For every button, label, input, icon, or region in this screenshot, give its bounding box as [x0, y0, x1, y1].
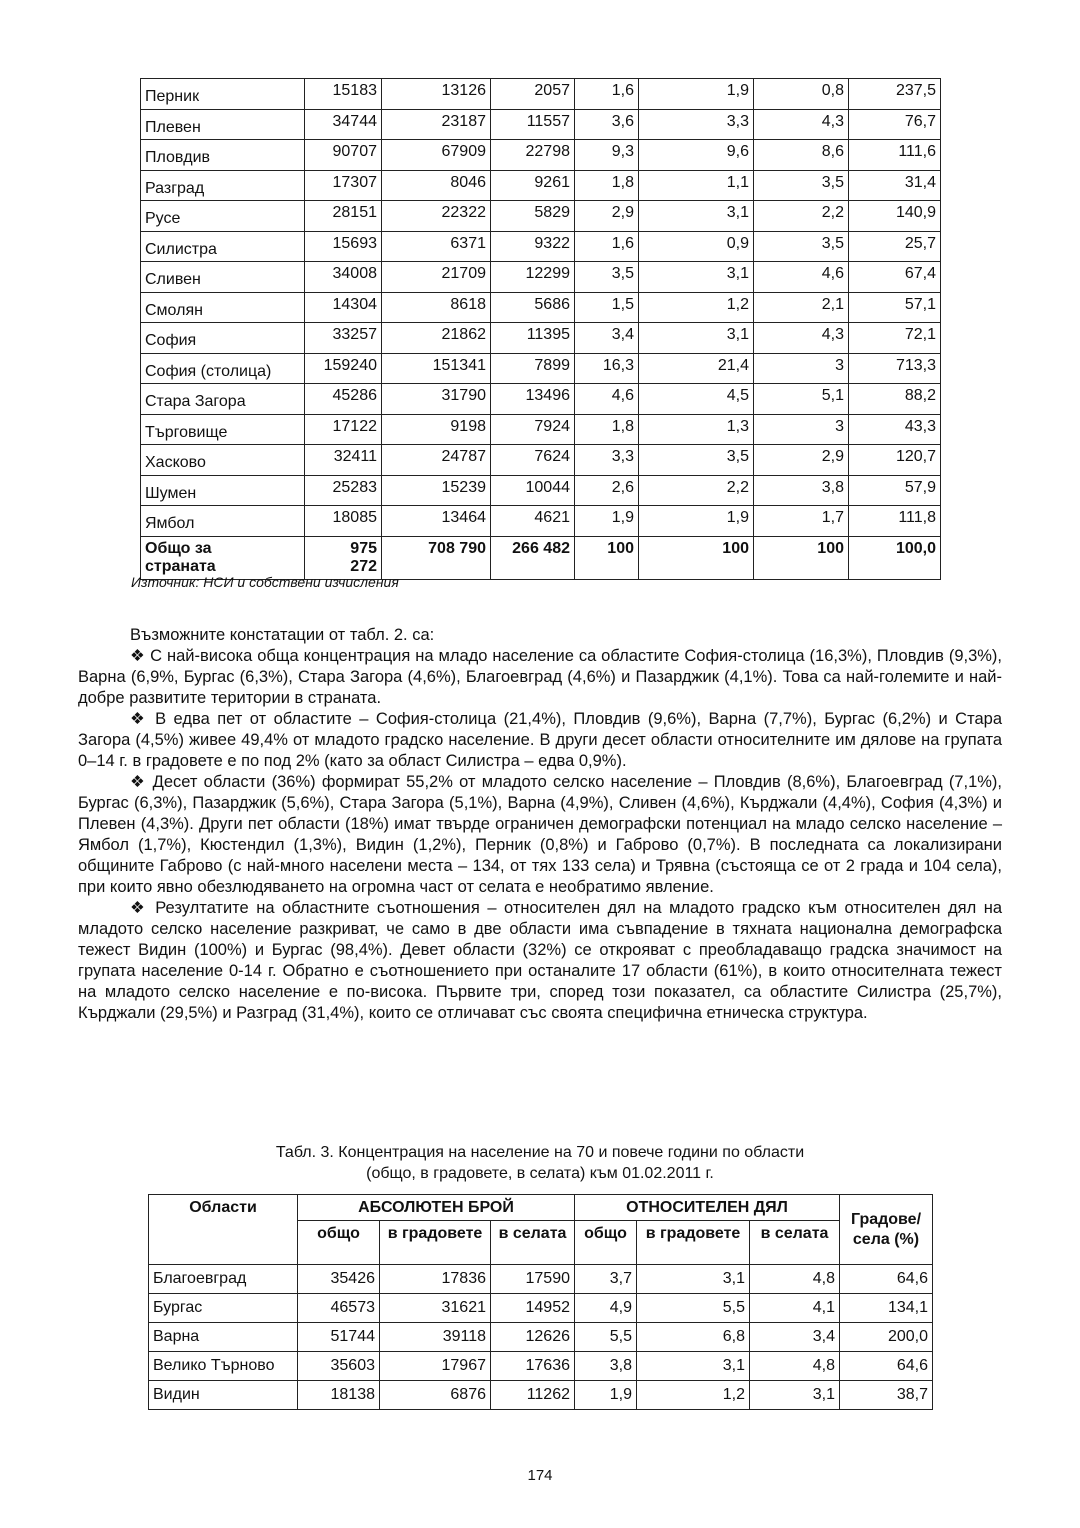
urban-cell: 31790 — [382, 384, 491, 415]
rel-rural-cell: 3,1 — [750, 1381, 840, 1410]
ratio-cell: 43,3 — [849, 414, 941, 445]
table-row — [141, 445, 941, 476]
rural-cell: 14952 — [491, 1294, 575, 1323]
rel-urban-cell: 1,9 — [639, 79, 754, 110]
rel-urban-cell: 9,6 — [639, 140, 754, 171]
rel-total-cell: 3,7 — [575, 1265, 637, 1294]
rel-rural-cell: 3,5 — [754, 170, 849, 201]
urban-cell: 15239 — [382, 475, 491, 506]
total-cell: 32411 — [305, 445, 382, 476]
rel-rural-cell: 100 — [754, 536, 849, 579]
region-cell: Русе — [141, 201, 305, 232]
total-cell: 159240 — [305, 353, 382, 384]
urban-cell: 39118 — [380, 1323, 491, 1352]
rural-cell: 22798 — [491, 140, 575, 171]
rel-urban-cell: 1,1 — [639, 170, 754, 201]
rel-total-cell: 1,6 — [575, 79, 639, 110]
total-cell: 15693 — [305, 231, 382, 262]
header-absolute: АБСОЛЮТЕН БРОЙ — [298, 1195, 575, 1221]
table-row — [141, 414, 941, 445]
rel-urban-cell: 3,1 — [639, 201, 754, 232]
rel-total-cell: 1,8 — [575, 170, 639, 201]
total-cell: 18085 — [305, 506, 382, 537]
rel-total-cell: 9,3 — [575, 140, 639, 171]
ratio-cell: 38,7 — [840, 1381, 933, 1410]
rel-rural-cell: 3,4 — [750, 1323, 840, 1352]
region-cell: Ямбол — [141, 506, 305, 537]
rural-cell: 13496 — [491, 384, 575, 415]
urban-cell: 31621 — [380, 1294, 491, 1323]
rural-cell: 10044 — [491, 475, 575, 506]
rural-cell: 12299 — [491, 262, 575, 293]
ratio-cell: 76,7 — [849, 109, 941, 140]
urban-cell: 13126 — [382, 79, 491, 110]
total-cell: 17307 — [305, 170, 382, 201]
rel-total-cell: 1,9 — [575, 506, 639, 537]
rel-urban-cell: 2,2 — [639, 475, 754, 506]
rel-total-cell: 100 — [575, 536, 639, 579]
header-region: Области — [149, 1195, 298, 1265]
rel-total-cell: 2,9 — [575, 201, 639, 232]
rel-rural-cell: 3,5 — [754, 231, 849, 262]
urban-cell: 151341 — [382, 353, 491, 384]
region-cell: София (столица) — [141, 353, 305, 384]
rel-rural-cell: 8,6 — [754, 140, 849, 171]
total-cell: 35603 — [298, 1352, 380, 1381]
rel-rural-cell: 2,1 — [754, 292, 849, 323]
region-cell: Силистра — [141, 231, 305, 262]
urban-cell: 17967 — [380, 1352, 491, 1381]
ratio-cell: 67,4 — [849, 262, 941, 293]
table-source-note: Източник: НСИ и собствени изчисления — [131, 574, 399, 590]
diamond-bullet-icon: ❖ — [130, 710, 148, 728]
ratio-cell: 100,0 — [849, 536, 941, 579]
table-row — [141, 79, 941, 110]
rel-urban-cell: 1,2 — [637, 1381, 750, 1410]
ratio-cell: 57,9 — [849, 475, 941, 506]
urban-cell: 22322 — [382, 201, 491, 232]
rel-urban-cell: 1,3 — [639, 414, 754, 445]
ratio-cell: 88,2 — [849, 384, 941, 415]
urban-cell: 6371 — [382, 231, 491, 262]
bullet-paragraph: ❖ С най-висока обща концентрация на младо население са областите София-столица (16,3%), Пловдив (9,3%), Варна (6,9%, Бургас (6,3%), Стара Загора (4,6%), Благоевград (4,6%) и Пазарджик (4,1%). Това са най-големите и най-добре развитите територии в страната. — [78, 647, 1003, 707]
diamond-bullet-icon: ❖ — [130, 899, 148, 917]
header-rel-total: общо — [575, 1221, 637, 1265]
rural-cell: 9261 — [491, 170, 575, 201]
ratio-cell: 64,6 — [840, 1265, 933, 1294]
ratio-cell: 25,7 — [849, 231, 941, 262]
diamond-bullet-icon: ❖ — [130, 647, 146, 665]
rel-rural-cell: 3 — [754, 353, 849, 384]
rel-rural-cell: 4,8 — [750, 1265, 840, 1294]
total-cell: 14304 — [305, 292, 382, 323]
total-cell: 28151 — [305, 201, 382, 232]
ratio-cell: 64,6 — [840, 1352, 933, 1381]
urban-cell: 708 790 — [382, 536, 491, 579]
ratio-cell: 111,6 — [849, 140, 941, 171]
table-2-continued — [140, 78, 941, 580]
rel-total-cell: 1,9 — [575, 1381, 637, 1410]
region-cell: Смолян — [141, 292, 305, 323]
header-relative: ОТНОСИТЕЛЕН ДЯЛ — [575, 1195, 840, 1221]
ratio-cell: 57,1 — [849, 292, 941, 323]
region-cell: Видин — [149, 1381, 298, 1410]
header-rel-urban: в градовете — [637, 1221, 750, 1265]
table-row — [141, 140, 941, 171]
rel-urban-cell: 3,1 — [639, 323, 754, 354]
total-cell: 34008 — [305, 262, 382, 293]
rel-total-cell: 16,3 — [575, 353, 639, 384]
urban-cell: 8046 — [382, 170, 491, 201]
header-abs-rural: в селата — [491, 1221, 575, 1265]
total-cell: 33257 — [305, 323, 382, 354]
table-row — [149, 1294, 933, 1323]
rural-cell: 17636 — [491, 1352, 575, 1381]
rel-rural-cell: 4,3 — [754, 109, 849, 140]
rural-cell: 11395 — [491, 323, 575, 354]
page-number: 174 — [527, 1467, 553, 1484]
rel-urban-cell: 3,1 — [637, 1265, 750, 1294]
ratio-cell: 111,8 — [849, 506, 941, 537]
rel-urban-cell: 1,2 — [639, 292, 754, 323]
rel-rural-cell: 4,1 — [750, 1294, 840, 1323]
table-row — [141, 292, 941, 323]
total-cell: 51744 — [298, 1323, 380, 1352]
rel-total-cell: 5,5 — [575, 1323, 637, 1352]
rural-cell: 7924 — [491, 414, 575, 445]
rel-total-cell: 1,6 — [575, 231, 639, 262]
rel-total-cell: 3,4 — [575, 323, 639, 354]
rel-rural-cell: 4,6 — [754, 262, 849, 293]
table-header-row — [149, 1195, 933, 1221]
urban-cell: 6876 — [380, 1381, 491, 1410]
rural-cell: 11262 — [491, 1381, 575, 1410]
rel-urban-cell: 100 — [639, 536, 754, 579]
header-rel-rural: в селата — [750, 1221, 840, 1265]
rel-urban-cell: 6,8 — [637, 1323, 750, 1352]
intro-paragraph: Възможните констатации от табл. 2. са: — [130, 626, 435, 644]
rel-total-cell: 1,8 — [575, 414, 639, 445]
table-row — [141, 170, 941, 201]
region-cell: Благоевград — [149, 1265, 298, 1294]
urban-cell: 13464 — [382, 506, 491, 537]
rel-urban-cell: 3,5 — [639, 445, 754, 476]
table-row — [141, 506, 941, 537]
body-text — [78, 625, 1002, 1024]
bullet-paragraph: ❖ В едва пет от областите – София-столица (21,4%), Пловдив (9,6%), Варна (7,7%), Бургас (6,2%) и Стара Загора (4,5%) живее 49,4% от младото градско население. В други десет области относителните им дялове на групата 0–14 г. в градовете е по под 2% (като за област Силистра – едва 0,9%). — [78, 710, 1002, 770]
ratio-cell: 120,7 — [849, 445, 941, 476]
rel-total-cell: 1,5 — [575, 292, 639, 323]
rural-cell: 12626 — [491, 1323, 575, 1352]
total-cell: 25283 — [305, 475, 382, 506]
region-cell: Разград — [141, 170, 305, 201]
header-abs-total: общо — [298, 1221, 380, 1265]
rel-total-cell: 3,8 — [575, 1352, 637, 1381]
total-cell: 18138 — [298, 1381, 380, 1410]
table-row — [149, 1323, 933, 1352]
rel-rural-cell: 5,1 — [754, 384, 849, 415]
table-row — [141, 475, 941, 506]
total-cell: 46573 — [298, 1294, 380, 1323]
rel-urban-cell: 3,3 — [639, 109, 754, 140]
rural-cell: 7899 — [491, 353, 575, 384]
table-row — [149, 1265, 933, 1294]
rel-total-cell: 3,5 — [575, 262, 639, 293]
urban-cell: 67909 — [382, 140, 491, 171]
rel-urban-cell: 1,9 — [639, 506, 754, 537]
rural-cell: 4621 — [491, 506, 575, 537]
rural-cell: 5829 — [491, 201, 575, 232]
rural-cell: 11557 — [491, 109, 575, 140]
region-cell: Велико Търново — [149, 1352, 298, 1381]
region-cell: Плевен — [141, 109, 305, 140]
ratio-cell: 72,1 — [849, 323, 941, 354]
ratio-cell: 134,1 — [840, 1294, 933, 1323]
rural-cell: 266 482 — [491, 536, 575, 579]
table-row — [141, 231, 941, 262]
rel-rural-cell: 2,9 — [754, 445, 849, 476]
urban-cell: 23187 — [382, 109, 491, 140]
urban-cell: 21862 — [382, 323, 491, 354]
ratio-cell: 237,5 — [849, 79, 941, 110]
rel-total-cell: 3,6 — [575, 109, 639, 140]
rel-total-cell: 4,6 — [575, 384, 639, 415]
region-cell: Стара Загора — [141, 384, 305, 415]
rel-rural-cell: 3 — [754, 414, 849, 445]
total-cell: 90707 — [305, 140, 382, 171]
region-cell: София — [141, 323, 305, 354]
rel-urban-cell: 21,4 — [639, 353, 754, 384]
table-row — [141, 201, 941, 232]
total-cell: 17122 — [305, 414, 382, 445]
total-cell: 45286 — [305, 384, 382, 415]
region-cell: Перник — [141, 79, 305, 110]
rural-cell: 5686 — [491, 292, 575, 323]
ratio-cell: 200,0 — [840, 1323, 933, 1352]
rel-urban-cell: 3,1 — [639, 262, 754, 293]
rel-rural-cell: 1,7 — [754, 506, 849, 537]
header-abs-urban: в градовете — [380, 1221, 491, 1265]
urban-cell: 8618 — [382, 292, 491, 323]
rural-cell: 17590 — [491, 1265, 575, 1294]
total-cell: 34744 — [305, 109, 382, 140]
region-cell: Шумен — [141, 475, 305, 506]
table-row — [141, 353, 941, 384]
table-3 — [148, 1194, 933, 1410]
header-ratio: Градове/ села (%) — [840, 1195, 933, 1265]
total-cell: 975 272 — [305, 536, 382, 579]
rural-cell: 7624 — [491, 445, 575, 476]
region-cell: Хасково — [141, 445, 305, 476]
total-cell: 15183 — [305, 79, 382, 110]
table-row — [141, 109, 941, 140]
rel-urban-cell: 0,9 — [639, 231, 754, 262]
rural-cell: 9322 — [491, 231, 575, 262]
diamond-bullet-icon: ❖ — [130, 773, 147, 791]
rel-total-cell: 3,3 — [575, 445, 639, 476]
rel-rural-cell: 4,8 — [750, 1352, 840, 1381]
region-cell: Пловдив — [141, 140, 305, 171]
table-row — [141, 384, 941, 415]
total-cell: 35426 — [298, 1265, 380, 1294]
ratio-cell: 31,4 — [849, 170, 941, 201]
rel-total-cell: 2,6 — [575, 475, 639, 506]
table-row — [141, 323, 941, 354]
urban-cell: 21709 — [382, 262, 491, 293]
table-row — [149, 1381, 933, 1410]
rel-rural-cell: 3,8 — [754, 475, 849, 506]
region-cell: Търговище — [141, 414, 305, 445]
ratio-cell: 713,3 — [849, 353, 941, 384]
table-total-row — [141, 536, 941, 579]
region-cell: Сливен — [141, 262, 305, 293]
rel-urban-cell: 4,5 — [639, 384, 754, 415]
table-row — [141, 262, 941, 293]
rel-rural-cell: 0,8 — [754, 79, 849, 110]
table-3-caption: Табл. 3. Концентрация на население на 70 и повече години по области (общо, в градовете, в селата) към 01.02.2011 г. — [275, 1144, 805, 1182]
rural-cell: 2057 — [491, 79, 575, 110]
rel-total-cell: 4,9 — [575, 1294, 637, 1323]
bullet-paragraph: ❖ Десет области (36%) формират 55,2% от младото селско население – Пловдив (8,6%), Благоевград (7,1%), Бургас (6,3%), Пазарджик (5,6%), Стара Загора (5,1%), Варна (4,9%), Сливен (4,6%), Кърджали (4,4%), София (4,3%) и Плевен (4,3%). Други пет области (18%) имат твърде ограничен демографски потенциал на младо селско население – Ямбол (1,7%), Кюстендил (1,3%), Видин (1,2%), Перник (0,8%) и Габрово (0,7%). В последната са локализирани общините Габрово (с най-много населени места – 134, от тях 133 села) и Трявна (състояща се от 2 града и 104 села), при които явно обезлюдяването на огромна част от селата е необратимо явление. — [78, 773, 1002, 896]
rel-urban-cell: 5,5 — [637, 1294, 750, 1323]
table-row — [149, 1352, 933, 1381]
urban-cell: 17836 — [380, 1265, 491, 1294]
urban-cell: 24787 — [382, 445, 491, 476]
region-cell: Варна — [149, 1323, 298, 1352]
total-label: Общо за страната — [141, 536, 305, 579]
rel-rural-cell: 2,2 — [754, 201, 849, 232]
region-cell: Бургас — [149, 1294, 298, 1323]
urban-cell: 9198 — [382, 414, 491, 445]
ratio-cell: 140,9 — [849, 201, 941, 232]
rel-urban-cell: 3,1 — [637, 1352, 750, 1381]
bullet-paragraph: ❖ Резултатите на областните съотношения – относителен дял на младото градско към относителен дял на младото селско население разкриват, че само в две области има съвпадение в тяхната национална демографска тежест Видин (100%) и Бургас (98,4%). Девет области (32%) се открояват с преобладаващо градска значимост на групата население 0-14 г. Обратно е съотношението при останалите 17 области (61%), в които относителната тежест на младото селско население е по-висока. Първите три, според този показател, са областите Силистра (25,7%), Кърджали (29,5%) и Разград (31,4%), които се отличават със своята специфична етническа структура. — [78, 899, 1002, 1022]
rel-rural-cell: 4,3 — [754, 323, 849, 354]
